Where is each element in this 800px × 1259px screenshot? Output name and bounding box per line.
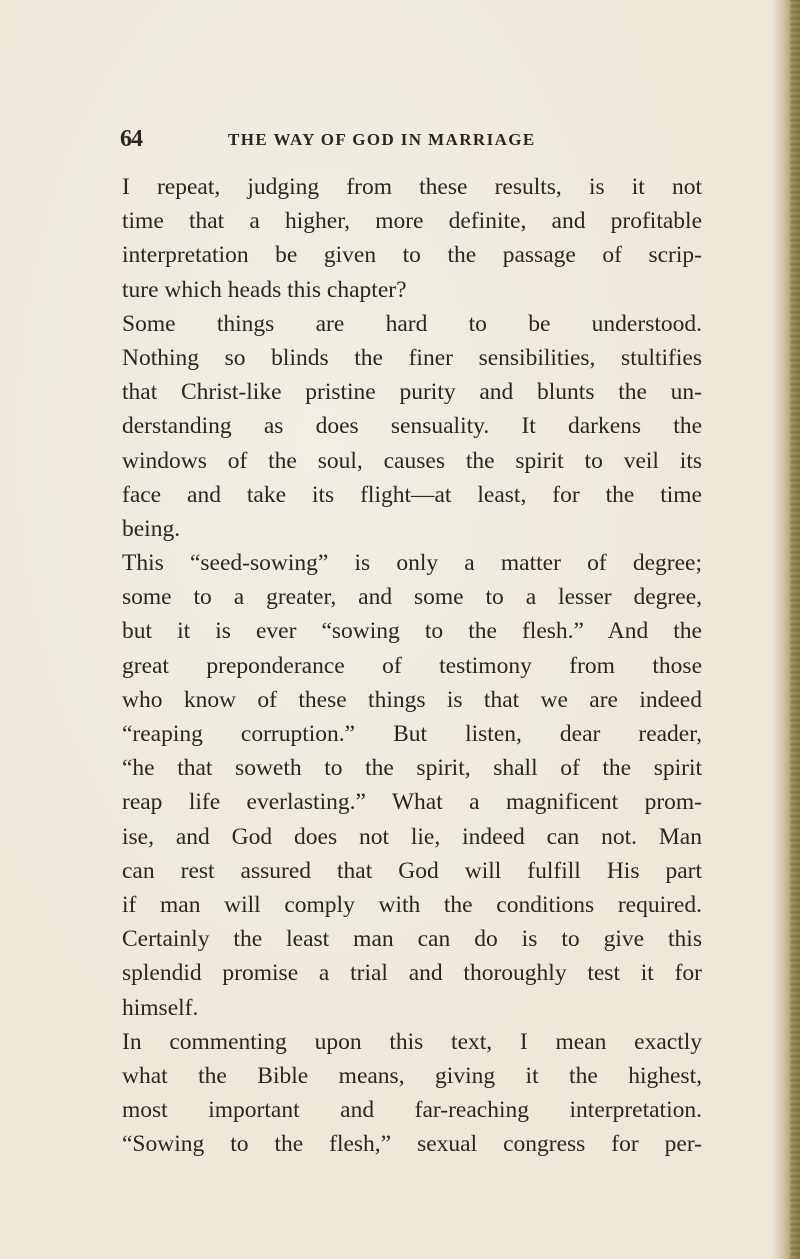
text-line: what the Bible means, giving it the highest, [122,1062,702,1089]
text-line: great preponderance of testimony from those [122,652,702,679]
text-line: but it is ever “sowing to the flesh.” And the [122,618,702,645]
page-number: 64 [120,126,142,152]
text-line: some to a greater, and some to a lesser degree, [122,584,702,611]
text-line: reap life everlasting.” What a magnificent prom- [122,789,702,816]
text-line: Certainly the least man can do is to give this [122,926,702,953]
text-line: being. [122,515,181,542]
text-line: Nothing so blinds the finer sensibilities, stultifies [122,344,702,371]
page-edge-texture [790,0,800,1259]
text-line: ise, and God does not lie, indeed can not. Man [122,823,702,850]
page-header [120,126,700,158]
text-line: This “seed-sowing” is only a matter of degree; [122,550,702,577]
text-line: “reaping corruption.” But listen, dear reader, [122,721,702,747]
text-line: time that a higher, more definite, and profitable [122,208,702,235]
text-line: “he that soweth to the spirit, shall of the spirit [122,755,702,782]
body-text [122,170,702,1161]
text-line: derstanding as does sensuality. It darkens the [122,413,702,440]
text-line: splendid promise a trial and thoroughly test it for [122,960,702,987]
text-line: if man will comply with the conditions required. [122,891,702,918]
text-line: ture which heads this chapter? [122,276,407,303]
text-line: In commenting upon this text, I mean exactly [122,1028,702,1055]
text-line: himself. [122,994,199,1021]
text-line: face and take its flight—at least, for the time [122,481,702,508]
text-line: interpretation be given to the passage of scrip- [122,242,702,269]
text-line: can rest assured that God will fulfill His part [122,857,702,884]
text-line: most important and far-reaching interpretation. [122,1097,702,1124]
page-edge-shadow [772,0,800,1259]
text-line: that Christ-like pristine purity and blunts the un- [122,379,702,406]
text-line: Some things are hard to be understood. [122,310,702,337]
text-line: windows of the soul, causes the spirit to veil its [122,447,702,474]
text-line: “Sowing to the flesh,” sexual congress for per- [122,1131,702,1158]
text-line: who know of these things is that we are indeed [122,686,702,713]
text-line: I repeat, judging from these results, is it not [122,174,702,200]
running-head: THE WAY OF GOD IN MARRIAGE [228,130,536,149]
